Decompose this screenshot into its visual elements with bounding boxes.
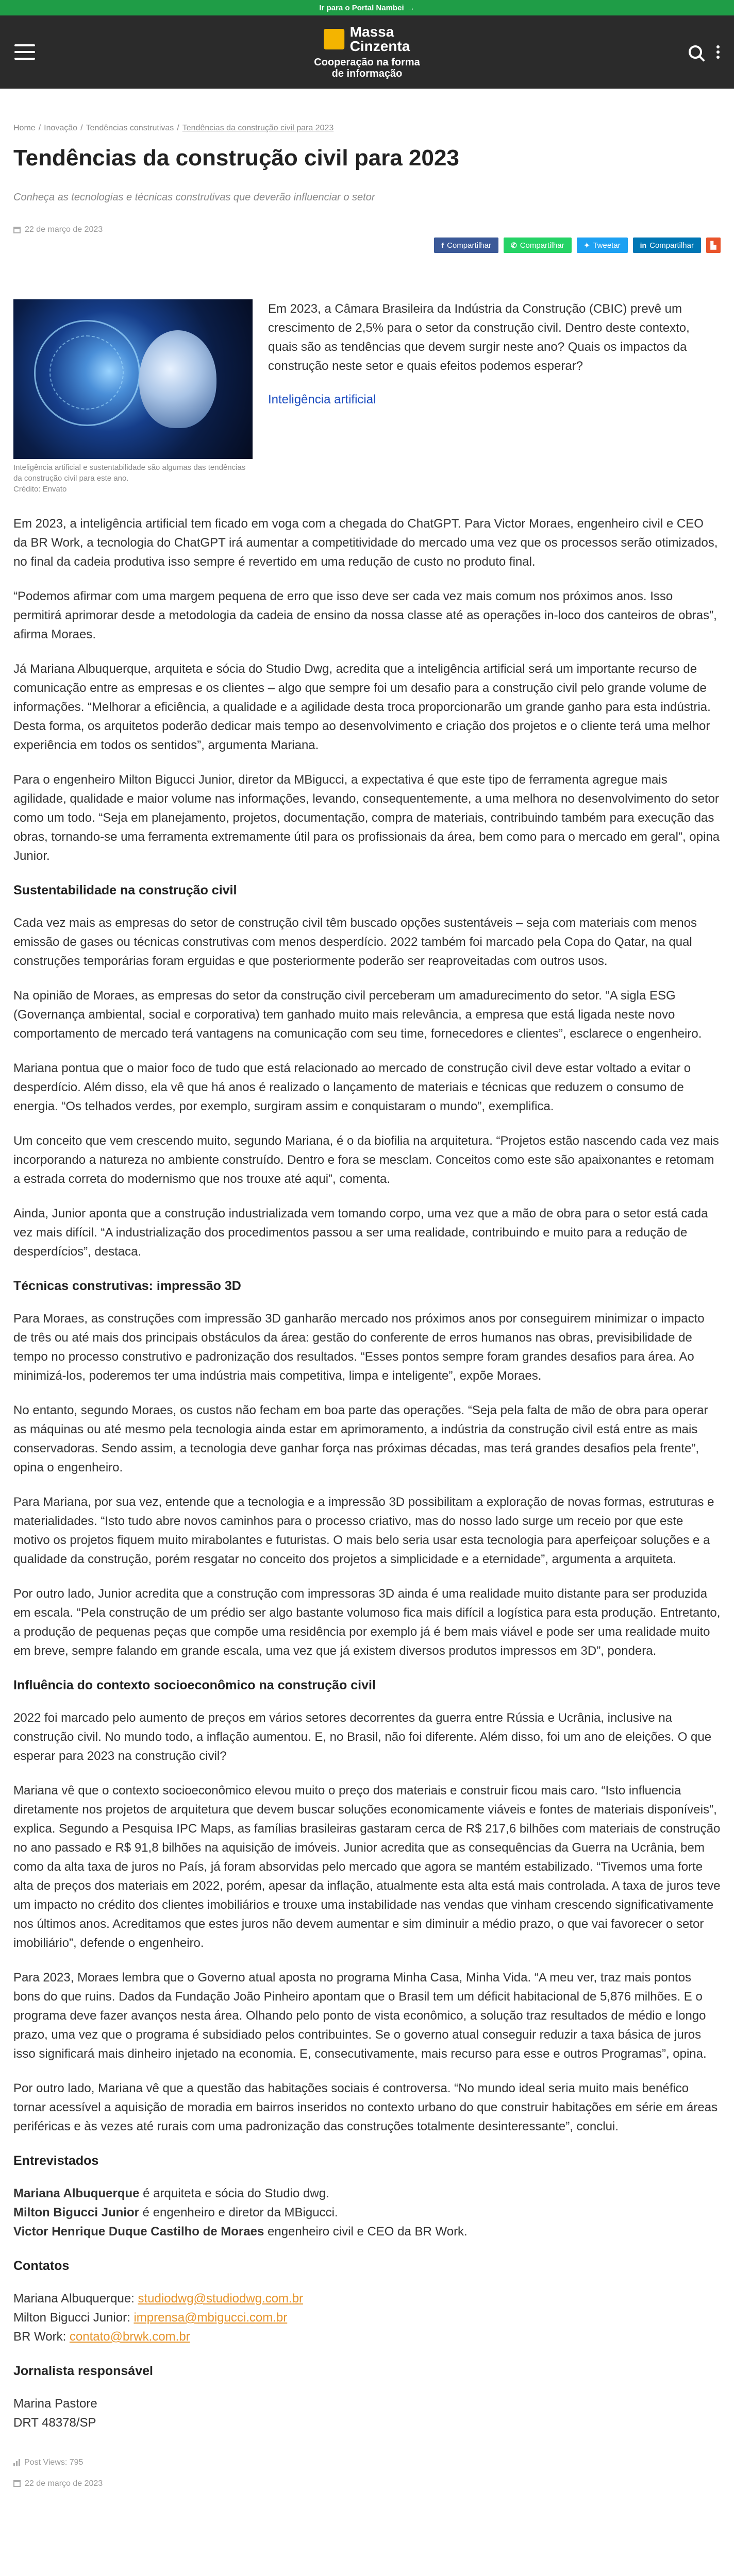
article-date-text: 22 de março de 2023 (25, 225, 103, 234)
footer-date: 22 de março de 2023 (13, 2474, 721, 2493)
contact-item: BR Work: contato@brwk.com.br (13, 2330, 190, 2344)
paragraph: Por outro lado, Mariana vê que a questão das habitações sociais é controversa. “No mundo ideal seria muito mais benéfico tornar acessível a aquisição de moradia em bairros inseridos no contexto urbano do que construir habitações em série em áreas periféricas e às vezes até rurais com uma padronização das construções totalmente desinteressante”, conclui. (13, 2081, 718, 2133)
page-title: Tendências da construção civil para 2023 (13, 145, 459, 171)
more-options-icon[interactable] (716, 45, 720, 59)
figure-credit: Crédito: Envato (13, 485, 67, 494)
paragraph: Ainda, Junior aponta que a construção industrializada vem tomando corpo, uma vez que a mão de obra para o setor está cada vez mais difícil. “A industrialização dos procedimentos passou a ser uma realidade, contribuindo e muito para a redução de desperdícios”, destaca. (13, 1207, 708, 1259)
logo-name-line2: Cinzenta (349, 38, 410, 54)
search-icon[interactable] (689, 45, 702, 59)
portal-link-text[interactable]: Ir para o Portal Nambei (319, 3, 404, 12)
logo-tagline-line1: Cooperação na forma (314, 57, 420, 68)
contact-item: Milton Bigucci Junior: imprensa@mbigucci.com.br (13, 2311, 288, 2325)
share-facebook-button[interactable]: f Compartilhar (434, 238, 498, 253)
section-heading-interviewed: Entrevistados (13, 2154, 99, 2168)
contact-email-link[interactable]: studiodwg@studiodwg.com.br (138, 2292, 304, 2306)
logo-tagline-line2: de informação (331, 68, 403, 79)
figure-caption: Inteligência artificial e sustentabilidade são algumas das tendências da construção civil para este ano. Crédito: Envato (13, 462, 253, 495)
article-footer-info (13, 2151, 721, 2493)
interviewed-item: Milton Bigucci Junior é engenheiro e diretor da MBigucci. (13, 2206, 338, 2219)
paragraph: Mariana pontua que o maior foco de tudo que está relacionado ao mercado de construção civil deve estar voltado a evitar o desperdício. Além disso, ela vê que há anos é realizado o lançamento de materiais e técnicas que reduzem o consumo de energia. “Os telhados verdes, por exemplo, surgiram assim e conquistaram o mundo”, exemplifica. (13, 1061, 691, 1113)
paragraph: Para o engenheiro Milton Bigucci Junior, diretor da MBigucci, a expectativa é que este tipo de ferramenta agregue mais agilidade, qualidade e maior volume nas informações, levando, consequentemente, a uma melhora no desenvolvimento do setor como um todo. “Seja em planejamento, projetos, documentação, compra de materiais, contribuindo também para execução das obras, tornando-se uma ferramenta extremamente útil para os profissionais da área, bem como para o mercado em geral”, opina Junior. (13, 773, 720, 863)
calendar-icon (13, 227, 21, 233)
breadcrumb-section[interactable]: Inovação (44, 124, 78, 132)
hamburger-menu-icon[interactable] (14, 44, 35, 60)
paragraph: No entanto, segundo Moraes, os custos não fecham em boa parte das operações. “Seja pela falta de mão de obra para operar as máquinas ou até mesmo pela tecnologia ainda estar em aprimoramento, a indústria da construção civil está entre as mais conservadoras. Sendo assim, a tecnologia deve ganhar força nas próximas décadas, mas terá grandes desafios pela frente”, opina o engenheiro. (13, 1403, 708, 1475)
linkedin-icon: in (640, 241, 647, 249)
article-figure (13, 299, 253, 495)
site-header (0, 15, 734, 89)
paragraph: Em 2023, a inteligência artificial tem ficado em voga com a chegada do ChatGPT. Para Victor Moraes, engenheiro civil e CEO da BR Work, a tecnologia do ChatGPT irá aumentar a competitividade do mercado uma vez que os processos serão otimizados, no final da cadeia produtiva isso sempre é revertido em uma redução de custo no produto final. (13, 517, 718, 569)
article-body (13, 514, 721, 2136)
paragraph: Já Mariana Albuquerque, arquiteta e sócia do Studio Dwg, acredita que a inteligência artificial será um importante recurso de comunicação entre as empresas e os clientes – algo que sempre foi um desafio para a construção civil pelo grande volume de informações. “Melhorar a eficiência, a qualidade e a agilidade desta troca proporcionarão um grande ganho para esta indústria. Desta forma, os arquitetos poderão dedicar mais tempo ao desenvolvimento e criação dos projetos e o cliente terá uma melhor experiência em todos os sentidos”, argumenta Mariana. (13, 662, 711, 752)
breadcrumb-home[interactable]: Home (13, 124, 36, 132)
article-content (0, 124, 734, 2493)
journalist-name: Marina Pastore (13, 2397, 97, 2411)
share-twitter-button[interactable]: ✦ Tweetar (577, 238, 628, 253)
logo-name-line1: Massa (349, 24, 394, 40)
article-date (13, 225, 721, 234)
paragraph: Para 2023, Moraes lembra que o Governo atual aposta no programa Minha Casa, Minha Vida. “A meu ver, traz mais pontos bons do que ruins. Dados da Fundação João Pinheiro apontam que o Brasil tem um déficit habitacional de 5,876 milhões. E o programa deve fazer avanços nesta área. Olhando pelo ponto de vista econômico, a solução traz resultados de médio e longo prazo, uma vez que o programa é subsidiado pelos contribuintes. Se o governo atual conseguir reduzir a taxa básica de juros isso significará mais dinheiro injetado na economia. E, consecutivamente, mais recurso para esse e outros Programas”, opina. (13, 1971, 707, 2061)
breadcrumb-category[interactable]: Tendências construtivas (86, 124, 174, 132)
section-heading-3d-printing: Técnicas construtivas: impressão 3D (13, 1279, 241, 1293)
section-heading-economy: Influência do contexto socioeconômico na construção civil (13, 1678, 376, 1692)
contact-item: Mariana Albuquerque: studiodwg@studiodwg.com.br (13, 2292, 304, 2306)
logo-mark-icon (324, 29, 345, 49)
calendar-icon (13, 2480, 21, 2487)
article-subtitle: Conheça as tecnologias e técnicas construtivas que deverão influenciar o setor (13, 192, 375, 203)
paragraph: Mariana vê que o contexto socioeconômico elevou muito o preço dos materiais e construir ficou mais caro. “Isto influencia diretamente nos projetos de arquitetura que devem buscar soluções economicamente viáveis e fontes de materiais disponíveis”, explica. Segundo a Pesquisa IPC Maps, as famílias brasileiras gastaram cerca de R$ 217,6 bilhões com materiais de construção no ano passado e R$ 91,8 bilhões na aquisição de imóveis. Junior acredita que as consequências da Guerra na Ucrânia, bem como da alta taxa de juros no País, já foram absorvidas pelo mercado que agora se mantém estabilizado. “Tivemos uma forte alta de preços dos materiais em 2022, porém, apesar da inflação, atualmente esta alta está mais controlada. A taxa de juros teve um impacto no crédito dos clientes imobiliários e trouxe uma instabilidade nas vendas que vinham crescendo significativamente nos últimos anos. Acreditamos que estes juros não devem aumentar e sim diminuir a médio prazo, o que vai favorecer o setor imobiliário”, defende o engenheiro. (13, 1784, 721, 1950)
arrow-right-icon: → (407, 3, 415, 12)
paragraph: Um conceito que vem crescendo muito, segundo Mariana, é o da biofilia na arquitetura. “Projetos estão nascendo cada vez mais incorporando a natureza no ambiente construído. Dentro e fora se mesclam. Conceitos como este são apaixonantes e retomam a estrada correta do modernismo que nos trouxe até aqui”, comenta. (13, 1134, 719, 1186)
whatsapp-icon: ✆ (510, 241, 517, 249)
section-heading-contacts: Contatos (13, 2259, 70, 2273)
twitter-icon: ✦ (583, 241, 590, 249)
flipboard-icon: ▙ (710, 241, 716, 249)
paragraph: Para Moraes, as construções com impressão 3D ganharão mercado nos próximos anos por conseguirem minimizar o impacto de três ou até mais dos principais obstáculos da área: gestão do conferente de erros humanos nas obras, previsibilidade de tempo no processo construtivo e padronização dos resultados. “Esses pontos sempre foram grandes desafios para área. Ao minimizá-los, poderemos ter uma indústria mais competitiva, limpa e inteligente”, expõe Moraes. (13, 1312, 705, 1383)
article-intro (13, 299, 721, 495)
facebook-icon: f (441, 241, 444, 249)
section-heading-ai: Inteligência artificial (268, 393, 376, 406)
section-heading-journalist: Jornalista responsável (13, 2364, 153, 2378)
share-bar (13, 238, 721, 253)
site-logo[interactable] (314, 25, 420, 79)
breadcrumb: Home / Inovação / Tendências construtivas / Tendências da construção civil para 2023 (13, 124, 334, 132)
interviewed-item: Mariana Albuquerque é arquiteta e sócia do Studio dwg. (13, 2187, 329, 2200)
contact-email-link[interactable]: contato@brwk.com.br (69, 2330, 190, 2344)
paragraph: Para Mariana, por sua vez, entende que a tecnologia e a impressão 3D possibilitam a exploração de novas formas, estruturas e materialidades. “Isto tudo abre novos caminhos para o processo criativo, mas do nosso lado surge um receio por que este motivo os projetos fiquem muito mirabolantes e futuristas. O mais belo seria usar esta tecnologia para aperfeiçoar soluções e a qualidade da construção, porém resgatar no conceito dos projetos a simplicidade e a eternidade”, argumenta a arquiteta. (13, 1495, 714, 1566)
paragraph: 2022 foi marcado pelo aumento de preços em vários setores decorrentes da guerra entre Rússia e Ucrânia, inclusive na construção civil. No mundo todo, a inflação aumentou. E, no Brasil, não foi diferente. Além disso, foi um ano de eleições. O que esperar para 2023 na construção civil? (13, 1711, 712, 1763)
post-views: Post Views: 795 (13, 2453, 721, 2472)
paragraph: Cada vez mais as empresas do setor de construção civil têm buscado opções sustentáveis – seja com materiais com menos emissão de gases ou técnicas construtivas com menos desperdício. 2022 também foi marcado pela Copa do Qatar, na qual construções temporárias foram erguidas e que posteriormente poderão ser reaproveitadas com outros usos. (13, 916, 697, 968)
section-heading-sustainability: Sustentabilidade na construção civil (13, 883, 237, 897)
bar-chart-icon (13, 2459, 20, 2466)
share-whatsapp-button[interactable]: ✆ Compartilhar (504, 238, 572, 253)
paragraph: Na opinião de Moraes, as empresas do setor da construção civil perceberam um amadurecimento do setor. “A sigla ESG (Governança ambiental, social e corporativa) tem ganhado muito mais relevância, a empresa que está ligada neste novo comportamento de mercado terá vantagens na comunicação com seu time, fornecedores e clientes”, esclarece o engenheiro. (13, 989, 702, 1041)
article-image (13, 299, 253, 459)
paragraph: “Podemos afirmar com uma margem pequena de erro que isso deve ser cada vez mais comum nos próximos anos. Isso permitirá aprimorar desde a metodologia da cadeia de ensino da nossa classe até as operações in-loco dos canteiros de obras”, afirma Moraes. (13, 589, 717, 641)
intro-paragraph: Em 2023, a Câmara Brasileira da Indústria da Construção (CBIC) prevê um crescimento de 2,5% para o setor da construção civil. Dentro deste contexto, quais são as tendências que devem surgir neste ano? Quais os impactos da construção neste setor e quais efeitos podemos esperar? (268, 302, 690, 373)
paragraph: Por outro lado, Junior acredita que a construção com impressoras 3D ainda é uma realidade muito distante para ser produzida em escala. “Pela construção de um prédio ser algo bastante volumoso fica mais difícil a logística para esta produção. Entretanto, a produção de pequenas peças que compõe uma residência por exemplo já é bem mais viável e pode ser uma realidade muito em breve, sempre falando em grande escala, uma vez que já existem diversos produtos impressos em 3D”, pondera. (13, 1587, 721, 1658)
share-flipboard-button[interactable] (706, 238, 721, 253)
share-linkedin-button[interactable]: in Compartilhar (633, 238, 701, 253)
portal-link-bar[interactable] (0, 0, 734, 15)
breadcrumb-current[interactable]: Tendências da construção civil para 2023 (182, 124, 334, 132)
journalist-drt: DRT 48378/SP (13, 2416, 96, 2430)
interviewed-item: Victor Henrique Duque Castilho de Moraes engenheiro civil e CEO da BR Work. (13, 2225, 468, 2239)
contact-email-link[interactable]: imprensa@mbigucci.com.br (134, 2311, 288, 2325)
